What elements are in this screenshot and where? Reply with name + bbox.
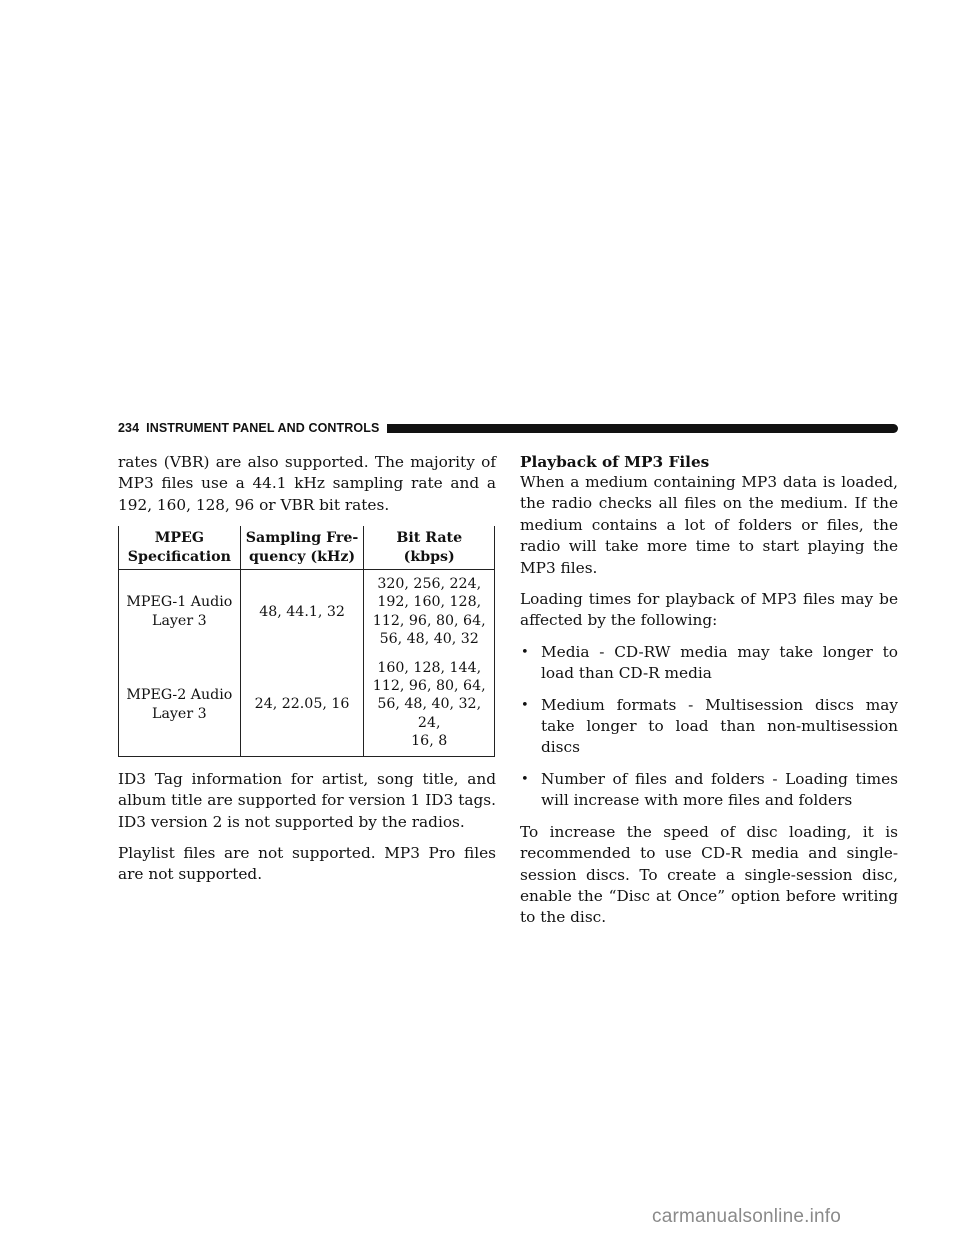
header-mpeg-spec: MPEG Specification — [127, 530, 231, 565]
row1-spec: MPEG-1 Audio Layer 3 — [126, 594, 233, 629]
table-header-cell — [119, 526, 241, 569]
list-item — [520, 695, 898, 759]
left-column — [118, 452, 496, 896]
row1-frequency: 48, 44.1, 32 — [259, 603, 345, 620]
watermark-text: carmanualsonline.info — [652, 1206, 842, 1227]
bullet-icon: • — [521, 644, 529, 660]
row2-spec: MPEG-2 Audio Layer 3 — [126, 687, 233, 722]
row1-bitrate: 320, 256, 224, 192, 160, 128, 112, 96, 80, 64, 56, 48, 40, 32 — [372, 576, 486, 648]
header-bit-rate: Bit Rate (kbps) — [396, 530, 463, 565]
intro-paragraph: rates (VBR) are also supported. The majority of MP3 files use a 44.1 kHz sampling rate and a 192, 160, 128, 96 or VBR bit rates. — [118, 453, 496, 514]
bullet-icon: • — [521, 771, 529, 787]
table-header-cell — [364, 526, 495, 569]
closing-paragraph: To increase the speed of disc loading, it is recommended to use CD-R media and single-session discs. To create a single-session disc, enable the “Disc at Once” option before writing to the disc. — [520, 822, 898, 927]
table-header-cell — [240, 526, 364, 569]
medium-paragraph: When a medium containing MP3 data is loaded, the radio checks all files on the medium. If the medium contains a lot of folders or files, the radio will take more time to start playing the MP3 files. — [520, 473, 898, 577]
row2-bitrate: 160, 128, 144, 112, 96, 80, 64, 56, 48, 40, 32, 24, 16, 8 — [372, 659, 486, 750]
list-item — [520, 642, 898, 685]
table-cell — [240, 654, 364, 757]
bullet-icon: • — [521, 697, 529, 713]
table-header-row — [119, 526, 495, 569]
page-header — [118, 419, 898, 437]
row2-frequency: 24, 22.05, 16 — [254, 696, 350, 713]
table-cell — [364, 570, 495, 654]
bullet-list — [520, 642, 898, 812]
section-heading: Playback of MP3 Files — [520, 453, 710, 471]
bullet-text: Number of files and folders - Loading times will increase with more files and folders — [541, 769, 898, 810]
header-sampling-frequency: Sampling Fre- quency (kHz) — [245, 530, 359, 565]
page-number: 234 — [118, 421, 140, 435]
section-title: INSTRUMENT PANEL AND CONTROLS — [146, 421, 380, 435]
bullet-text: Medium formats - Multisession discs may take longer to load than non-multisession discs — [541, 695, 898, 757]
table-cell — [119, 570, 241, 654]
loading-times-paragraph: Loading times for playback of MP3 files may be affected by the following: — [520, 590, 898, 630]
table-row — [119, 570, 495, 654]
header-rule — [387, 424, 898, 433]
table-cell — [364, 654, 495, 757]
playlist-paragraph: Playlist files are not supported. MP3 Pro files are not supported. — [118, 843, 496, 884]
list-item — [520, 769, 898, 812]
bullet-text: Media - CD-RW media may take longer to load than CD-R media — [541, 642, 898, 683]
table-row — [119, 654, 495, 757]
id3-paragraph: ID3 Tag information for artist, song title, and album title are supported for version 1 ID3 tags. ID3 version 2 is not supported by the radios. — [118, 769, 496, 831]
table-cell — [119, 654, 241, 757]
table-cell — [240, 570, 364, 654]
mp3-spec-table — [118, 526, 495, 756]
right-column — [520, 452, 898, 939]
